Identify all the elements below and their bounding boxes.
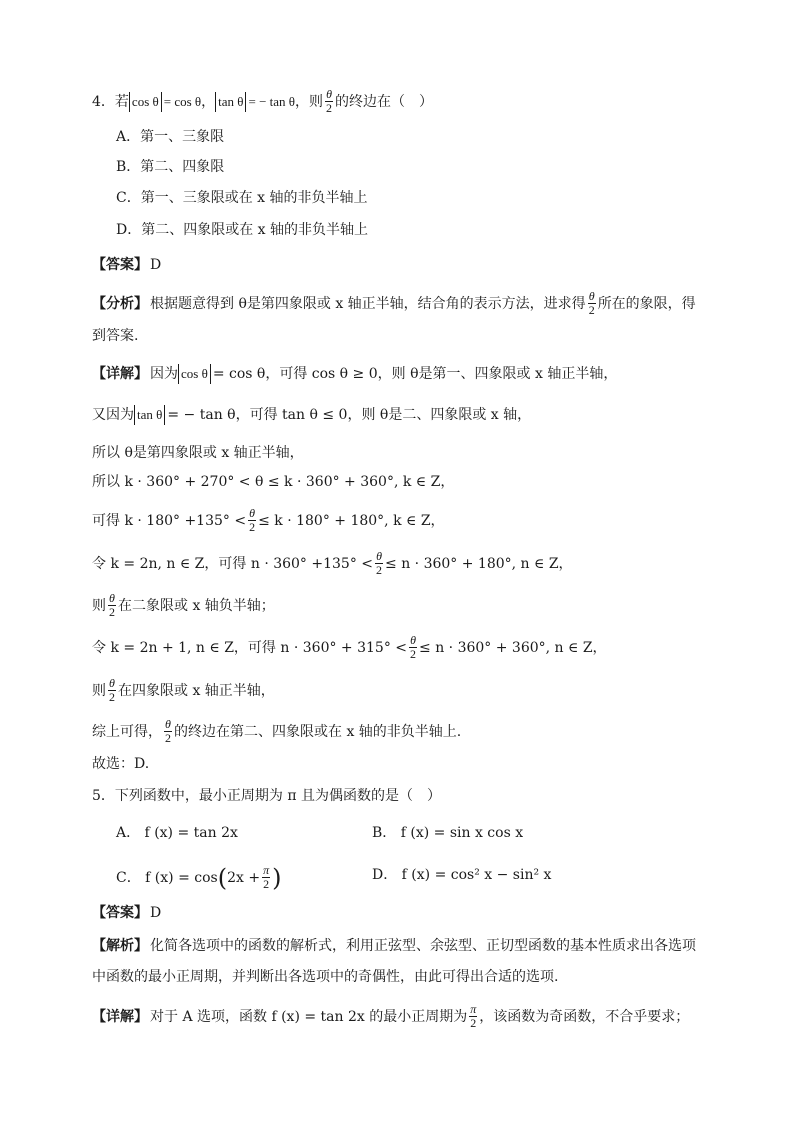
q4-detail-line7 <box>92 592 275 619</box>
q4-d10-b: 的终边在第二、四象限或在 x 轴的非负半轴上. <box>174 723 462 740</box>
q4-d8-a: 令 k = 2n + 1, n ∈ Z，可得 n · 360° + 315° < <box>92 639 408 656</box>
q5-detail-frac-den: 2 <box>470 1016 477 1030</box>
q5-detail-a: 对于 A 选项，函数 f (x) = tan 2x 的最小正周期为 <box>150 1008 468 1025</box>
q5-analysis-tag: 【解析】 <box>92 938 148 954</box>
q4-detail-line8 <box>92 634 607 661</box>
q4-d6-frac-num: θ <box>376 549 382 563</box>
q4-option-b: B．第二、四象限 <box>116 159 225 175</box>
q4-d8-b: ≤ n · 360° + 360°, n ∈ Z， <box>419 639 607 656</box>
q4-d2-b: = − tan θ，可得 tan θ ≤ 0，则 θ是二、四象限或 x 轴， <box>167 407 532 423</box>
q4-detail-line1 <box>92 364 617 384</box>
q4-d7-a: 则 <box>92 597 106 614</box>
q5-option-d: D． f (x) = cos² x − sin² x <box>372 867 552 883</box>
q4-d5-frac-num: θ <box>249 506 256 520</box>
q4-option-a: A．第一、三象限 <box>116 129 225 145</box>
q5-opt-c-frac-num: π <box>263 863 270 877</box>
q4-stem <box>92 88 433 115</box>
q4-d2-abs: tan θ <box>134 405 165 425</box>
q5-detail-fraction <box>469 1003 477 1030</box>
q5-answer <box>92 903 161 923</box>
q4-d1-abs: cos θ <box>178 364 211 384</box>
q5-analysis-line2: 中函数的最小正周期，并判断出各选项中的奇偶性，由此可得出合适的选项. <box>92 969 559 985</box>
q4-analysis-fraction <box>588 290 596 317</box>
q5-detail-frac-num: π <box>470 1002 477 1016</box>
q4-d7-frac-num: θ <box>109 591 115 605</box>
q4-detail-line6 <box>92 550 573 577</box>
q4-analysis-b: 所在的象限，得 <box>597 295 696 312</box>
q4-d6-a: 令 k = 2n, n ∈ Z，可得 n · 360° +135° < <box>92 555 374 572</box>
q4-d10-a: 综上可得， <box>92 723 162 740</box>
q4-answer-tag: 【答案】 <box>92 257 148 273</box>
q5-detail-b: ，该函数为奇函数，不合乎要求； <box>479 1008 690 1025</box>
q4-d5-a: 可得 k · 180° +135° < <box>92 512 247 529</box>
q5-opt-c-frac-den: 2 <box>263 877 270 891</box>
q4-d1-a: 因为 <box>150 366 178 382</box>
q4-sep: ， <box>201 93 216 110</box>
q5-answer-tag: 【答案】 <box>92 905 148 921</box>
q4-cond2-abs: tan θ <box>215 92 246 112</box>
q4-analysis-line1 <box>92 290 696 317</box>
q4-d7-b: 在二象限或 x 轴负半轴； <box>118 597 275 614</box>
q4-analysis-frac-num: θ <box>588 289 595 303</box>
document-page <box>92 0 732 1123</box>
q4-d10-frac-den: 2 <box>165 731 171 745</box>
q5-detail-line1 <box>92 1003 689 1030</box>
q4-d1-b: = cos θ，可得 cos θ ≥ 0，则 θ是第一、四象限或 x 轴正半轴， <box>212 366 618 382</box>
q4-fraction <box>325 88 333 115</box>
q4-then: ，则 <box>295 93 324 110</box>
q4-analysis-a: 根据题意得到 θ是第四象限或 x 轴正半轴，结合角的表示方法，进求得 <box>150 295 586 312</box>
q5-analysis-line1 <box>92 936 696 956</box>
q4-cond1-rhs: = cos θ <box>163 93 202 109</box>
q4-frac-den: 2 <box>326 101 333 115</box>
q4-d8-frac-num: θ <box>410 633 416 647</box>
q5-option-a: A． f (x) = tan 2x <box>116 825 238 841</box>
q5-opt-c-lparen: ( <box>217 863 228 892</box>
q4-option-c: C．第一、三象限或在 x 轴的非负半轴上 <box>116 190 368 206</box>
q4-frac-num: θ <box>326 87 332 101</box>
q4-analysis-frac-den: 2 <box>588 303 595 317</box>
q4-conclusion: 故选：D. <box>92 756 150 772</box>
q5-option-b: B． f (x) = sin x cos x <box>372 825 524 841</box>
q4-cond1-abs: cos θ <box>129 92 162 112</box>
q5-opt-c-rparen: ) <box>272 863 282 892</box>
q5-option-c <box>116 864 281 891</box>
q4-tail: 的终边在（ ） <box>335 93 434 110</box>
q4-d10-fraction <box>164 718 172 745</box>
q4-detail-line4: 所以 k · 360° + 270° < θ ≤ k · 360° + 360°, k ∈ Z， <box>92 474 455 490</box>
q4-d10-frac-num: θ <box>165 717 171 731</box>
q4-d9-b: 在四象限或 x 轴正半轴， <box>118 682 275 699</box>
q4-detail-line3: 所以 θ是第四象限或 x 轴正半轴， <box>92 445 304 461</box>
q4-cond2-rhs: = − tan θ <box>248 93 296 109</box>
q4-detail-line9 <box>92 677 275 704</box>
q5-stem: 5．下列函数中，最小正周期为 π 且为偶函数的是（ ） <box>92 788 442 804</box>
q4-detail-line5 <box>92 507 445 534</box>
q4-d7-frac-den: 2 <box>109 605 115 619</box>
q4-d5-frac-den: 2 <box>249 520 256 534</box>
q4-detail-line10 <box>92 718 461 745</box>
q4-d9-frac-num: θ <box>109 676 115 690</box>
q5-opt-c-a: C． f (x) = cos <box>116 869 218 886</box>
q5-answer-value: D <box>150 905 162 921</box>
q4-d9-fraction <box>108 677 116 704</box>
q5-analysis-1: 化简各选项中的函数的解析式，利用正弦型、余弦型、正切型函数的基本性质求出各选项 <box>150 938 696 954</box>
q4-option-d: D．第二、四象限或在 x 轴的非负半轴上 <box>116 222 369 238</box>
q5-opt-c-in: 2x + <box>227 869 261 886</box>
q4-d8-frac-den: 2 <box>410 647 417 661</box>
q4-number: 4．若 <box>92 93 129 110</box>
q4-d5-b: ≤ k · 180° + 180°, k ∈ Z， <box>258 512 445 529</box>
q4-d2-a: 又因为 <box>92 407 134 423</box>
q4-analysis-tag: 【分析】 <box>92 295 148 312</box>
q4-d7-fraction <box>108 592 116 619</box>
q4-d9-frac-den: 2 <box>109 690 115 704</box>
q5-opt-c-fraction <box>262 864 270 891</box>
q5-detail-tag: 【详解】 <box>92 1008 148 1025</box>
q4-d6-fraction <box>375 550 383 577</box>
q4-detail-line2 <box>92 405 531 425</box>
q4-d8-fraction <box>409 634 417 661</box>
q4-detail-tag: 【详解】 <box>92 366 148 382</box>
q4-d5-fraction <box>248 507 256 534</box>
q4-answer-value: D <box>150 257 162 273</box>
q4-d9-a: 则 <box>92 682 106 699</box>
q4-d6-b: ≤ n · 360° + 180°, n ∈ Z， <box>385 555 573 572</box>
q4-analysis-line2: 到答案. <box>92 328 139 344</box>
q4-d6-frac-den: 2 <box>376 563 383 577</box>
q4-answer <box>92 255 161 275</box>
